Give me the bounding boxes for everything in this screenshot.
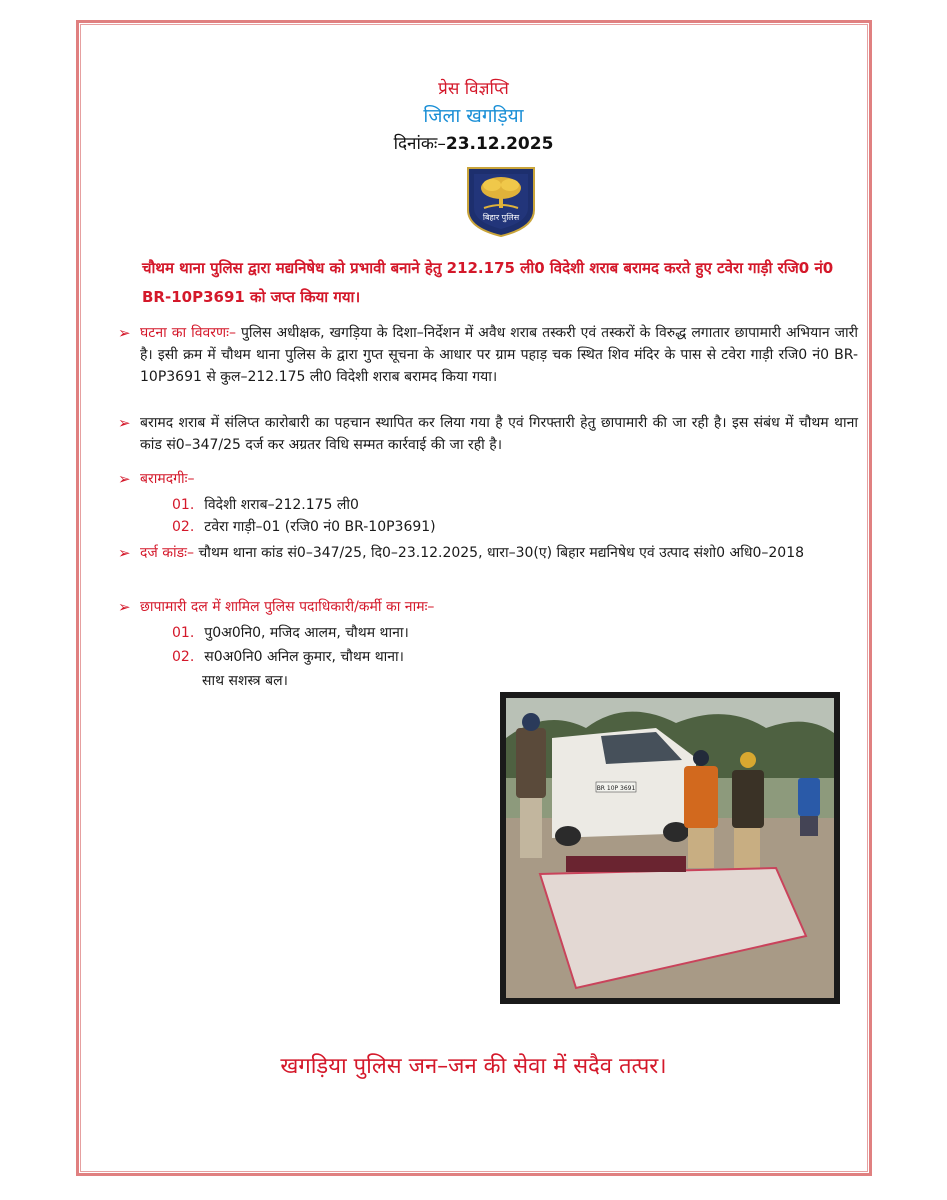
footer-slogan: खगड़िया पुलिस जन–जन की सेवा में सदैव तत्पर। — [280, 1054, 667, 1079]
date-value: 23.12.2025 — [445, 134, 554, 154]
seizure-label: बरामदगीः– — [140, 471, 195, 487]
case-label: दर्ज कांडः– — [140, 545, 194, 561]
logo-text: बिहार पुलिस — [482, 213, 520, 222]
press-release-title: प्रेस विज्ञप्ति — [438, 79, 509, 99]
team-label: छापामारी दल में शामिल पुलिस पदाधिकारी/कर्मी का नामः– — [140, 599, 435, 615]
district-title: जिला खगड़िया — [423, 105, 524, 127]
seizure-section — [118, 468, 866, 490]
incident-label: घटना का विवरणः– — [140, 325, 236, 341]
team-member: 02. स0अ0नि0 अनिल कुमार, चौथम थाना। — [172, 649, 404, 665]
seizure-photo — [500, 692, 840, 1004]
date-label: दिनांकः– — [393, 134, 446, 154]
arrow-bullet-icon: ➢ — [118, 598, 131, 616]
case-section — [118, 542, 866, 564]
release-date — [0, 131, 947, 154]
arrow-bullet-icon: ➢ — [118, 544, 131, 562]
team-member: 01. पु0अ0नि0, मजिद आलम, चौथम थाना। — [172, 625, 409, 641]
arrow-bullet-icon: ➢ — [118, 414, 131, 432]
identification-section — [118, 412, 866, 456]
team-section — [118, 596, 866, 618]
bihar-police-emblem-icon — [464, 166, 538, 238]
arrow-bullet-icon: ➢ — [118, 470, 131, 488]
identification-text: बरामद शराब में संलिप्त कारोबारी का पहचान स्थापित कर लिया गया है एवं गिरफ्तारी हेतु छापामारी की जा रही है। इस संबंध में चौथम थाना कांड सं0–347/25 दर्ज कर अग्रतर विधि सम्मत कार्रवाई की जा रही है। — [140, 415, 858, 453]
incident-text: पुलिस अधीक्षक, खगड़िया के दिशा–निर्देशन में अवैध शराब तस्करी एवं तस्करों के विरुद्ध लगातार छापामारी अभियान जारी है। इसी क्रम में चौथम थाना पुलिस के द्वारा गुप्त सूचना के आधार पर ग्राम पहाड़ चक स्थित शिव मंदिर के पास से टवेरा गाड़ी रजि0 नं0 BR-10P3691 से कुल–212.175 ली0 विदेशी शराब बरामद किया गया। — [140, 325, 859, 385]
case-text: चौथम थाना कांड सं0–347/25, दि0–23.12.2025, धारा–30(ए) बिहार मद्यनिषेध एवं उत्पाद संशो0 अधि0–2018 — [198, 545, 805, 561]
seizure-item: 02. टवेरा गाड़ी–01 (रजि0 नं0 BR-10P3691) — [172, 519, 436, 535]
arrow-bullet-icon: ➢ — [118, 324, 131, 342]
team-note: साथ सशस्त्र बल। — [202, 673, 288, 689]
vehicle-plate-text: BR 10P 3691 — [596, 785, 636, 792]
seizure-item: 01. विदेशी शराब–212.175 ली0 — [172, 497, 359, 513]
headline: चौथम थाना पुलिस द्वारा मद्यनिषेध को प्रभावी बनाने हेतु 212.175 ली0 विदेशी शराब बरामद करते हुए टवेरा गाड़ी रजि0 नं0 BR-10P3691 को जप्त किया गया। — [142, 259, 834, 306]
incident-section — [118, 322, 866, 388]
